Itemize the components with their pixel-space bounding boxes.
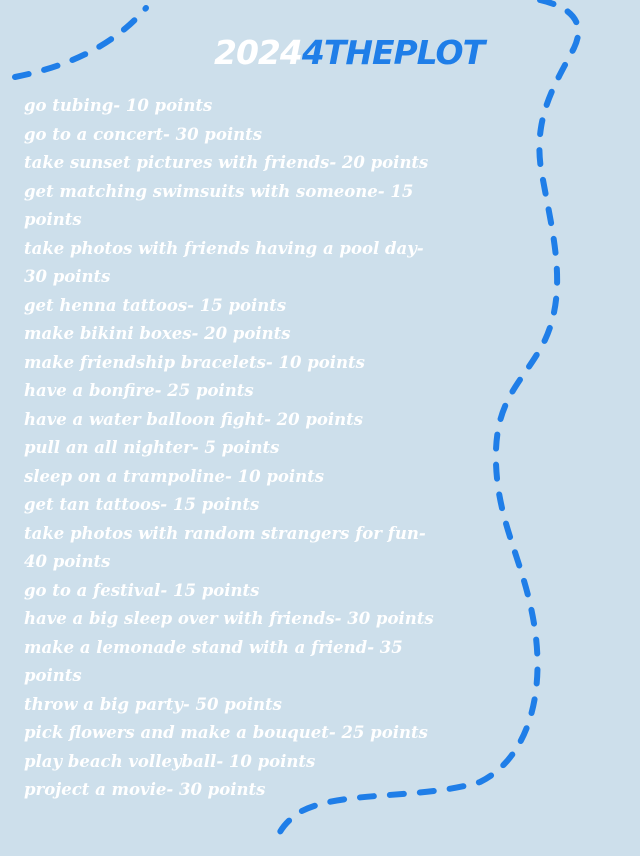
list-line: have a big sleep over with friends- 30 points	[24, 609, 434, 628]
list-line: get tan tattoos- 15 points	[24, 495, 260, 514]
list-line: have a water balloon fight- 20 points	[24, 409, 364, 429]
list-line: pick flowers and make a bouquet- 25 points	[24, 723, 428, 742]
dashed-curve-top-left	[15, 8, 146, 77]
list-line: have a bonfire- 25 points	[24, 381, 254, 400]
list-line: get matching swimsuits with someone- 15	[24, 181, 414, 201]
list-line: points	[24, 210, 82, 229]
list-line: sleep on a trampoline- 10 points	[24, 466, 325, 486]
list-line: go to a festival- 15 points	[24, 580, 260, 600]
title-slogan: 4THEPLOT	[301, 33, 485, 72]
page-title	[214, 33, 485, 72]
list-line: take photos with random strangers for fun-	[24, 523, 426, 543]
list-line: 30 points	[24, 267, 111, 286]
list-line: pull an all nighter- 5 points	[24, 438, 280, 457]
list-line: go to a concert- 30 points	[24, 124, 263, 144]
list-line: points	[24, 666, 82, 685]
list-line: take photos with friends having a pool day-	[24, 238, 424, 258]
list-line: make bikini boxes- 20 points	[24, 324, 291, 343]
list-line: take sunset pictures with friends- 20 points	[24, 153, 429, 172]
list-line: 40 points	[24, 552, 111, 571]
list-line: get henna tattoos- 15 points	[24, 295, 287, 315]
list-line: make friendship bracelets- 10 points	[24, 352, 365, 372]
list-line: throw a big party- 50 points	[24, 694, 282, 714]
list-line: make a lemonade stand with a friend- 35	[24, 637, 403, 657]
title-year: 2024	[214, 33, 302, 72]
list-line: project a movie- 30 points	[24, 780, 266, 799]
list-line: go tubing- 10 points	[24, 96, 213, 115]
list-line: play beach volleyball- 10 points	[24, 751, 316, 771]
activity-list	[24, 92, 469, 805]
